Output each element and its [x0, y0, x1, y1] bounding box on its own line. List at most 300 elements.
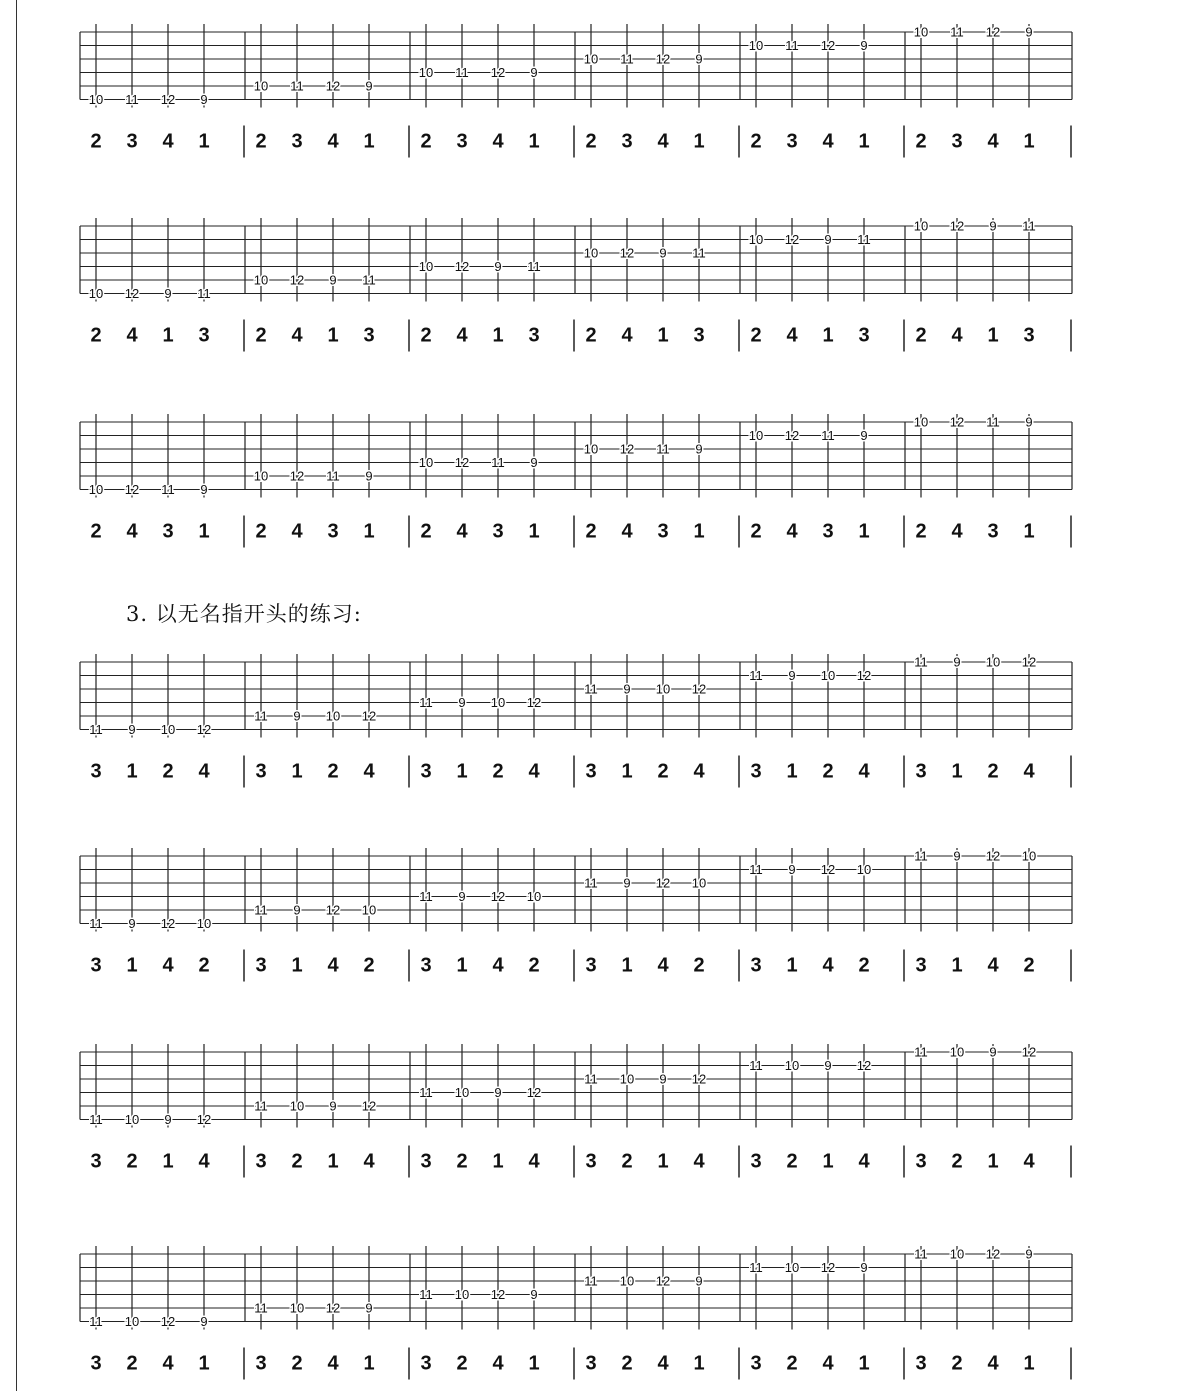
finger-number: 2: [363, 954, 375, 977]
fret-number: 11: [749, 1058, 763, 1073]
fret-number: 12: [655, 1273, 671, 1289]
fret-number: 12: [526, 695, 542, 710]
finger-number: 4: [363, 1150, 375, 1173]
fret-number: 11: [89, 1314, 103, 1329]
finger-number: 3: [987, 520, 999, 543]
finger-number: 4: [987, 1352, 999, 1375]
fret-number: 11: [254, 902, 268, 918]
finger-number: 2: [657, 760, 669, 783]
finger-number: 2: [420, 324, 432, 347]
finger-number: 2: [1023, 954, 1035, 977]
fret-number: 11: [620, 51, 634, 67]
fret-number: 9: [1025, 414, 1033, 430]
finger-number: 3: [420, 760, 432, 783]
finger-number: 1: [786, 954, 798, 977]
finger-number: 2: [750, 130, 762, 153]
finger-number: 3: [585, 954, 597, 977]
finger-number: 4: [822, 130, 834, 153]
fret-number: 9: [623, 875, 631, 891]
finger-number: 1: [492, 324, 504, 347]
finger-number: 2: [420, 520, 432, 543]
fret-number: 10: [88, 482, 104, 497]
fret-number: 10: [418, 455, 434, 470]
finger-number: 1: [456, 954, 468, 977]
fret-number: 10: [124, 1112, 140, 1127]
fret-number: 10: [748, 428, 764, 443]
finger-number: 2: [822, 760, 834, 783]
fret-number: 9: [494, 259, 502, 274]
finger-number: 4: [987, 130, 999, 153]
fret-number: 10: [88, 286, 104, 301]
finger-number: 3: [420, 954, 432, 977]
finger-number: 1: [621, 760, 633, 783]
fret-number: 10: [418, 65, 434, 80]
fret-number: 11: [254, 1300, 268, 1316]
finger-number: 4: [657, 1352, 669, 1375]
fret-number: 11: [785, 38, 799, 53]
fret-number: 10: [619, 1273, 635, 1289]
fret-number: 10: [253, 78, 269, 94]
finger-number: 3: [255, 760, 267, 783]
fret-number: 12: [619, 245, 635, 261]
finger-number: 1: [693, 520, 705, 543]
fret-number: 10: [361, 902, 377, 918]
fret-number: 12: [985, 1246, 1001, 1262]
finger-number: 4: [528, 760, 540, 783]
finger-number: 4: [693, 1150, 705, 1173]
fret-number: 9: [860, 428, 868, 443]
finger-number: 3: [1023, 324, 1035, 347]
fret-number: 11: [527, 259, 541, 274]
finger-number: 3: [528, 324, 540, 347]
finger-number: 1: [363, 1352, 375, 1375]
finger-number: 1: [858, 130, 870, 153]
finger-number: 1: [363, 130, 375, 153]
fret-number: 11: [857, 232, 871, 247]
finger-number: 2: [90, 520, 102, 543]
finger-number: 3: [255, 954, 267, 977]
finger-number: 3: [822, 520, 834, 543]
finger-number: 1: [1023, 130, 1035, 153]
fret-number: 9: [200, 92, 208, 107]
finger-number: 4: [327, 1352, 339, 1375]
fret-number: 9: [824, 232, 832, 247]
finger-number: 4: [621, 324, 633, 347]
fret-number: 9: [494, 1085, 502, 1100]
fret-number: 10: [985, 654, 1001, 670]
fret-number: 11: [986, 414, 1000, 430]
fret-number: 9: [623, 681, 631, 697]
fret-number: 9: [989, 1044, 997, 1060]
finger-number: 3: [750, 760, 762, 783]
fret-number: 12: [655, 875, 671, 891]
fret-number: 9: [458, 695, 466, 710]
fret-number: 11: [584, 681, 598, 697]
fret-number: 10: [289, 1300, 305, 1316]
finger-number: 1: [492, 1150, 504, 1173]
finger-number: 2: [456, 1150, 468, 1173]
fret-number: 9: [824, 1058, 832, 1073]
finger-number: 4: [492, 954, 504, 977]
finger-number: 1: [822, 324, 834, 347]
fret-number: 9: [1025, 1246, 1033, 1262]
finger-number: 4: [822, 954, 834, 977]
fret-number: 10: [88, 92, 104, 107]
finger-number: 2: [198, 954, 210, 977]
finger-number: 2: [786, 1352, 798, 1375]
fret-number: 9: [128, 722, 136, 737]
fret-number: 12: [856, 1058, 872, 1073]
fret-number: 11: [89, 1112, 103, 1127]
fret-number: 12: [655, 51, 671, 67]
finger-number: 1: [693, 130, 705, 153]
fret-number: 12: [691, 1071, 707, 1087]
finger-number: 4: [987, 954, 999, 977]
finger-number: 3: [327, 520, 339, 543]
finger-number: 2: [90, 324, 102, 347]
finger-number: 4: [951, 324, 963, 347]
fret-number: 10: [949, 1246, 965, 1262]
fret-number: 9: [659, 245, 667, 261]
finger-number: 1: [987, 1150, 999, 1173]
fret-number: 10: [913, 218, 929, 234]
finger-number: 3: [492, 520, 504, 543]
fret-number: 9: [1025, 24, 1033, 40]
fret-number: 9: [695, 441, 703, 457]
finger-number: 3: [750, 1352, 762, 1375]
fret-number: 11: [161, 482, 175, 497]
fret-number: 11: [749, 862, 763, 877]
finger-number: 2: [492, 760, 504, 783]
fret-number: 12: [949, 218, 965, 234]
fret-number: 11: [491, 455, 505, 470]
fret-number: 11: [125, 92, 139, 107]
finger-number: 1: [951, 954, 963, 977]
fret-number: 11: [254, 708, 268, 724]
fret-number: 10: [1021, 848, 1037, 864]
finger-number: 3: [363, 324, 375, 347]
fret-number: 12: [1021, 654, 1037, 670]
fret-number: 10: [913, 414, 929, 430]
finger-number: 3: [90, 1352, 102, 1375]
fret-number: 12: [691, 681, 707, 697]
finger-number: 2: [915, 324, 927, 347]
finger-number: 1: [162, 1150, 174, 1173]
fret-number: 10: [784, 1058, 800, 1073]
finger-number: 1: [657, 1150, 669, 1173]
finger-number: 2: [90, 130, 102, 153]
fret-number: 11: [419, 1287, 433, 1302]
fret-number: 12: [454, 259, 470, 274]
fret-number: 12: [124, 286, 140, 301]
fret-number: 12: [490, 889, 506, 904]
fret-number: 9: [329, 1098, 337, 1114]
fret-number: 9: [695, 1273, 703, 1289]
fret-number: 12: [160, 1314, 176, 1329]
finger-number: 2: [528, 954, 540, 977]
finger-number: 4: [327, 130, 339, 153]
fret-number: 12: [820, 862, 836, 877]
fret-number: 11: [326, 468, 340, 484]
fret-number: 9: [530, 455, 538, 470]
fret-number: 11: [821, 428, 835, 443]
fret-number: 12: [325, 902, 341, 918]
fret-number: 9: [659, 1071, 667, 1087]
fret-number: 10: [490, 695, 506, 710]
fret-number: 11: [950, 24, 964, 40]
finger-number: 1: [291, 954, 303, 977]
finger-number: 3: [126, 130, 138, 153]
finger-number: 3: [750, 954, 762, 977]
fret-number: 12: [784, 232, 800, 247]
finger-number: 1: [786, 760, 798, 783]
fret-number: 12: [361, 1098, 377, 1114]
fret-number: 12: [490, 1287, 506, 1302]
finger-number: 2: [585, 324, 597, 347]
finger-number: 4: [162, 130, 174, 153]
finger-number: 2: [915, 130, 927, 153]
finger-number: 2: [291, 1352, 303, 1375]
fret-number: 10: [655, 681, 671, 697]
fret-number: 10: [856, 862, 872, 877]
fret-number: 12: [325, 1300, 341, 1316]
fret-number: 12: [289, 272, 305, 288]
fret-number: 10: [619, 1071, 635, 1087]
finger-number: 3: [162, 520, 174, 543]
finger-number: 4: [858, 1150, 870, 1173]
finger-number: 1: [198, 520, 210, 543]
fret-number: 12: [325, 78, 341, 94]
finger-number: 2: [162, 760, 174, 783]
finger-number: 1: [693, 1352, 705, 1375]
finger-number: 1: [528, 520, 540, 543]
finger-number: 1: [456, 760, 468, 783]
fret-number: 11: [584, 1071, 598, 1087]
finger-number: 1: [657, 324, 669, 347]
finger-number: 4: [657, 130, 669, 153]
finger-number: 3: [858, 324, 870, 347]
finger-number: 2: [126, 1150, 138, 1173]
fret-number: 10: [784, 1260, 800, 1275]
finger-number: 1: [528, 130, 540, 153]
finger-number: 3: [585, 760, 597, 783]
fret-number: 11: [692, 245, 706, 261]
finger-number: 4: [1023, 760, 1035, 783]
finger-number: 2: [951, 1150, 963, 1173]
fret-number: 9: [128, 916, 136, 931]
finger-number: 3: [915, 1150, 927, 1173]
finger-number: 3: [915, 954, 927, 977]
finger-number: 4: [162, 954, 174, 977]
fret-number: 12: [160, 92, 176, 107]
fret-number: 11: [419, 1085, 433, 1100]
finger-number: 1: [858, 1352, 870, 1375]
fret-number: 11: [362, 272, 376, 288]
fret-number: 11: [914, 654, 928, 670]
finger-number: 1: [363, 520, 375, 543]
fret-number: 10: [418, 259, 434, 274]
fret-number: 10: [253, 272, 269, 288]
finger-number: 4: [456, 324, 468, 347]
finger-number: 4: [822, 1352, 834, 1375]
finger-number: 1: [327, 324, 339, 347]
fret-number: 12: [361, 708, 377, 724]
fret-number: 10: [196, 916, 212, 931]
fret-number: 11: [584, 875, 598, 891]
finger-number: 3: [657, 520, 669, 543]
fret-number: 11: [914, 848, 928, 864]
fret-number: 12: [160, 916, 176, 931]
fret-number: 12: [124, 482, 140, 497]
fret-number: 12: [526, 1085, 542, 1100]
finger-number: 3: [90, 1150, 102, 1173]
finger-number: 2: [750, 520, 762, 543]
fret-number: 9: [458, 889, 466, 904]
finger-number: 4: [492, 1352, 504, 1375]
finger-number: 4: [291, 324, 303, 347]
finger-number: 1: [987, 324, 999, 347]
fret-number: 10: [526, 889, 542, 904]
finger-number: 1: [126, 954, 138, 977]
finger-number: 1: [951, 760, 963, 783]
fret-number: 10: [253, 468, 269, 484]
fret-number: 10: [949, 1044, 965, 1060]
fret-number: 10: [160, 722, 176, 737]
fret-number: 9: [953, 654, 961, 670]
fret-number: 11: [419, 695, 433, 710]
fret-number: 11: [914, 1044, 928, 1060]
finger-number: 3: [750, 1150, 762, 1173]
finger-number: 1: [327, 1150, 339, 1173]
fret-number: 9: [164, 1112, 172, 1127]
finger-number: 4: [363, 760, 375, 783]
finger-number: 4: [126, 324, 138, 347]
finger-number: 1: [858, 520, 870, 543]
fret-number: 11: [89, 722, 103, 737]
fret-number: 11: [419, 889, 433, 904]
fret-number: 9: [530, 1287, 538, 1302]
finger-number: 2: [750, 324, 762, 347]
finger-number: 4: [621, 520, 633, 543]
fret-number: 12: [1021, 1044, 1037, 1060]
finger-number: 4: [528, 1150, 540, 1173]
finger-number: 1: [1023, 520, 1035, 543]
finger-number: 2: [987, 760, 999, 783]
fret-number: 9: [365, 78, 373, 94]
finger-number: 3: [255, 1150, 267, 1173]
fret-number: 11: [197, 286, 211, 301]
finger-number: 1: [528, 1352, 540, 1375]
fret-number: 11: [749, 668, 763, 683]
fret-number: 10: [820, 668, 836, 683]
finger-number: 2: [585, 520, 597, 543]
finger-number: 2: [786, 1150, 798, 1173]
fret-number: 10: [583, 441, 599, 457]
finger-number: 4: [786, 324, 798, 347]
finger-number: 2: [951, 1352, 963, 1375]
fret-number: 11: [254, 1098, 268, 1114]
fret-number: 12: [196, 722, 212, 737]
finger-number: 2: [585, 130, 597, 153]
finger-number: 3: [915, 1352, 927, 1375]
fret-number: 9: [365, 1300, 373, 1316]
finger-number: 3: [456, 130, 468, 153]
finger-number: 1: [162, 324, 174, 347]
fret-number: 9: [860, 1260, 868, 1275]
fret-number: 9: [293, 708, 301, 724]
finger-number: 1: [621, 954, 633, 977]
finger-number: 4: [162, 1352, 174, 1375]
fret-number: 9: [164, 286, 172, 301]
finger-number: 3: [255, 1352, 267, 1375]
fret-number: 10: [583, 51, 599, 67]
finger-number: 1: [198, 130, 210, 153]
fret-number: 10: [454, 1287, 470, 1302]
finger-number: 3: [621, 130, 633, 153]
fret-number: 10: [748, 38, 764, 53]
fret-number: 12: [196, 1112, 212, 1127]
fret-number: 12: [490, 65, 506, 80]
fret-number: 12: [985, 24, 1001, 40]
fret-number: 9: [200, 1314, 208, 1329]
fret-number: 11: [1022, 218, 1036, 234]
fret-number: 12: [820, 1260, 836, 1275]
finger-number: 4: [492, 130, 504, 153]
finger-number: 4: [198, 760, 210, 783]
finger-number: 3: [198, 324, 210, 347]
finger-number: 3: [951, 130, 963, 153]
finger-number: 4: [693, 760, 705, 783]
finger-number: 2: [915, 520, 927, 543]
finger-number: 1: [822, 1150, 834, 1173]
fret-number: 11: [656, 441, 670, 457]
fret-number: 12: [856, 668, 872, 683]
finger-number: 4: [951, 520, 963, 543]
finger-number: 2: [420, 130, 432, 153]
finger-number: 4: [1023, 1150, 1035, 1173]
fret-number: 10: [748, 232, 764, 247]
finger-number: 3: [585, 1352, 597, 1375]
finger-number: 1: [1023, 1352, 1035, 1375]
finger-number: 2: [255, 324, 267, 347]
fret-number: 10: [124, 1314, 140, 1329]
fret-number: 12: [820, 38, 836, 53]
finger-number: 4: [126, 520, 138, 543]
fret-number: 9: [530, 65, 538, 80]
fret-number: 9: [293, 902, 301, 918]
fret-number: 9: [860, 38, 868, 53]
finger-number: 3: [90, 760, 102, 783]
finger-number: 3: [585, 1150, 597, 1173]
finger-number: 3: [90, 954, 102, 977]
finger-number: 2: [456, 1352, 468, 1375]
fret-number: 10: [913, 24, 929, 40]
fret-number: 12: [289, 468, 305, 484]
fret-number: 10: [583, 245, 599, 261]
finger-number: 4: [327, 954, 339, 977]
finger-number: 3: [420, 1150, 432, 1173]
fret-number: 9: [695, 51, 703, 67]
finger-number: 4: [858, 760, 870, 783]
fret-number: 11: [455, 65, 469, 80]
finger-number: 4: [786, 520, 798, 543]
fret-number: 12: [949, 414, 965, 430]
fret-number: 10: [289, 1098, 305, 1114]
fret-number: 10: [454, 1085, 470, 1100]
fret-number: 9: [365, 468, 373, 484]
finger-number: 2: [858, 954, 870, 977]
fret-number: 11: [290, 78, 304, 94]
